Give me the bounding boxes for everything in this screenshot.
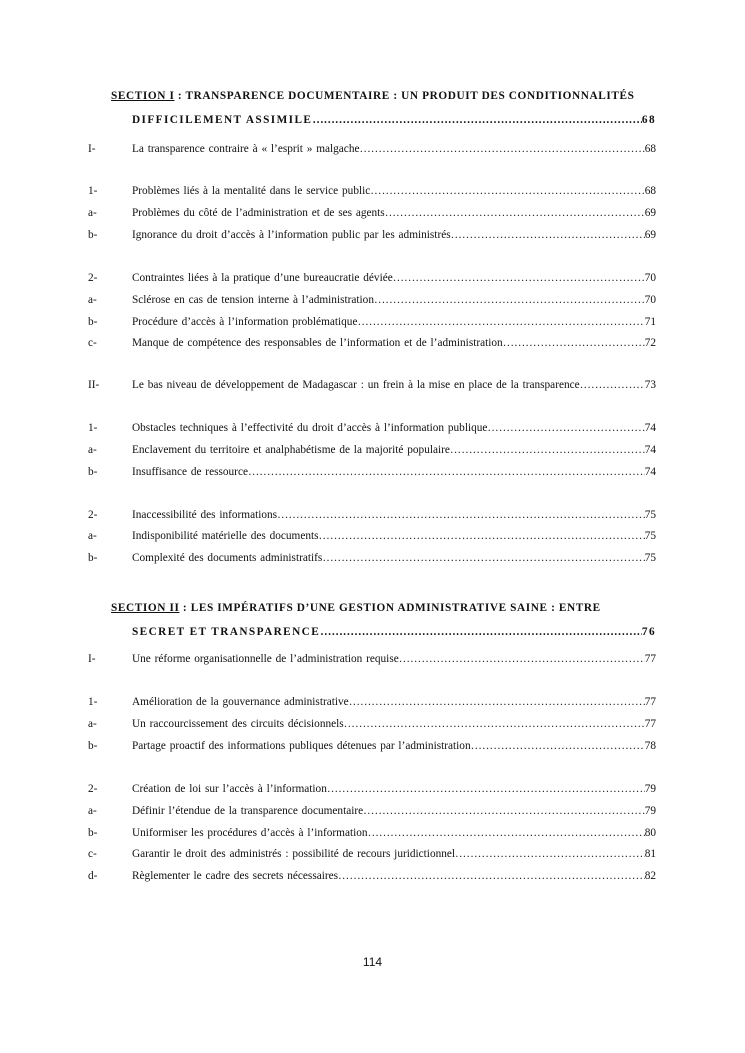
- section-1-title-line1: : TRANSPARENCE DOCUMENTAIRE : UN PRODUIT DES CONDITIONNALITÉS: [174, 90, 635, 102]
- leader-dots: [487, 420, 644, 436]
- entry-text: Règlementer le cadre des secrets nécessaires: [132, 870, 339, 882]
- leader-dots: [248, 464, 645, 480]
- entry-text: Contraintes liées à la pratique d’une bureaucratie déviée: [132, 272, 393, 284]
- toc-entry[interactable]: [88, 846, 656, 862]
- toc-entry[interactable]: [88, 825, 656, 841]
- section-1-label: SECTION I: [111, 90, 175, 102]
- entry-number: b-: [88, 552, 98, 564]
- entry-number: 2-: [88, 509, 98, 521]
- toc-entry[interactable]: [88, 442, 656, 458]
- leader-dots: [393, 270, 645, 286]
- leader-dots: [349, 694, 645, 710]
- entry-page: 75: [644, 552, 656, 564]
- entry-text: Le bas niveau de développement de Madagascar : un frein à la mise en place de la transparence: [132, 379, 580, 391]
- leader-dots: [580, 377, 645, 393]
- entry-text: Complexité des documents administratifs: [132, 552, 323, 564]
- toc-entry[interactable]: [88, 550, 656, 566]
- entry-number: 2-: [88, 272, 98, 284]
- leader-dots: [338, 868, 645, 884]
- entry-number: a-: [88, 444, 97, 456]
- leader-dots: [360, 141, 645, 157]
- entry-text: Définir l’étendue de la transparence documentaire: [132, 805, 364, 817]
- entry-text: Manque de compétence des responsables de l’information et de l’administration: [132, 337, 503, 349]
- leader-dots: [312, 108, 642, 132]
- entry-page: 71: [644, 316, 656, 328]
- section-2-title-line2: SECRET ET TRANSPARENCE: [132, 626, 321, 638]
- leader-dots: [471, 738, 645, 754]
- leader-dots: [357, 314, 644, 330]
- toc-entry[interactable]: [88, 716, 656, 732]
- section-2-label: SECTION II: [111, 602, 180, 614]
- entry-number: b-: [88, 827, 98, 839]
- entry-text: La transparence contraire à « l’esprit » malgache: [132, 143, 360, 155]
- toc-entry[interactable]: [88, 651, 656, 667]
- entry-number: d-: [88, 870, 98, 882]
- entry-page: 79: [644, 805, 656, 817]
- entry-text: Problèmes liés à la mentalité dans le service public: [132, 185, 371, 197]
- section-1-page: 68: [641, 114, 656, 126]
- toc-entry[interactable]: [88, 227, 656, 243]
- leader-dots: [370, 183, 644, 199]
- entry-text: Amélioration de la gouvernance administrative: [132, 696, 349, 708]
- leader-dots: [344, 716, 645, 732]
- entry-number: b-: [88, 466, 98, 478]
- entry-page: 68: [644, 185, 656, 197]
- entry-text: Un raccourcissement des circuits décisionnels: [132, 718, 344, 730]
- entry-number: 1-: [88, 696, 98, 708]
- toc-entry[interactable]: [88, 183, 656, 199]
- entry-number: 1-: [88, 422, 98, 434]
- entry-page: 80: [644, 827, 656, 839]
- page-number: 114: [362, 955, 383, 969]
- entry-text: Ignorance du droit d’accès à l’information public par les administrés: [132, 229, 451, 241]
- entry-page: 77: [644, 718, 656, 730]
- entry-number: 2-: [88, 783, 98, 795]
- entry-page: 69: [644, 229, 656, 241]
- entry-page: 73: [644, 379, 656, 391]
- section-1-heading[interactable]: [111, 84, 656, 132]
- entry-text: Garantir le droit des administrés : possibilité de recours juridictionnel: [132, 848, 456, 860]
- entry-page: 74: [644, 422, 656, 434]
- toc-entry[interactable]: [88, 738, 656, 754]
- entry-number: I-: [88, 143, 96, 155]
- entry-text: Obstacles techniques à l’effectivité du droit d’accès à l’information publique: [132, 422, 488, 434]
- entry-page: 79: [644, 783, 656, 795]
- leader-dots: [368, 825, 645, 841]
- toc-entry[interactable]: [88, 335, 656, 351]
- toc-entry[interactable]: [88, 205, 656, 221]
- entry-text: Création de loi sur l’accès à l’information: [132, 783, 327, 795]
- entry-text: Problèmes du côté de l’administration et de ses agents: [132, 207, 385, 219]
- leader-dots: [503, 335, 645, 351]
- entry-text: Insuffisance de ressource: [132, 466, 248, 478]
- leader-dots: [450, 442, 645, 458]
- leader-dots: [455, 846, 645, 862]
- leader-dots: [363, 803, 645, 819]
- entry-page: 74: [644, 444, 656, 456]
- toc-entry[interactable]: [88, 781, 656, 797]
- entry-number: b-: [88, 316, 98, 328]
- entry-number: a-: [88, 294, 97, 306]
- toc-entry[interactable]: [88, 377, 656, 393]
- entry-number: a-: [88, 718, 97, 730]
- leader-dots: [374, 292, 645, 308]
- section-2-title-line1: : LES IMPÉRATIFS D’UNE GESTION ADMINISTRATIVE SAINE : ENTRE: [179, 602, 601, 614]
- toc-entry[interactable]: [88, 803, 656, 819]
- entry-number: b-: [88, 740, 98, 752]
- toc-entry[interactable]: [88, 420, 656, 436]
- section-1-title-line2: DIFFICILEMENT ASSIMILE: [132, 114, 313, 126]
- leader-dots: [385, 205, 645, 221]
- entry-text: Enclavement du territoire et analphabétisme de la majorité populaire: [132, 444, 450, 456]
- entry-number: II-: [88, 379, 100, 391]
- entry-number: 1-: [88, 185, 98, 197]
- entry-page: 75: [644, 509, 656, 521]
- leader-dots: [327, 781, 645, 797]
- toc-entry[interactable]: [88, 694, 656, 710]
- toc-entry[interactable]: [88, 141, 656, 157]
- entry-number: c-: [88, 337, 97, 349]
- leader-dots: [277, 507, 645, 523]
- toc-entry[interactable]: [88, 464, 656, 480]
- entry-page: 70: [644, 272, 656, 284]
- entry-text: Sclérose en cas de tension interne à l’administration: [132, 294, 374, 306]
- entry-page: 77: [644, 653, 656, 665]
- entry-text: Partage proactif des informations publiques détenues par l’administration: [132, 740, 471, 752]
- entry-page: 81: [644, 848, 656, 860]
- section-2-heading[interactable]: [111, 596, 656, 644]
- entry-page: 69: [644, 207, 656, 219]
- entry-number: a-: [88, 207, 97, 219]
- section-2-page: 76: [641, 626, 656, 638]
- toc-entry[interactable]: [88, 528, 656, 544]
- entry-number: b-: [88, 229, 98, 241]
- toc-entry[interactable]: [88, 507, 656, 523]
- toc-entry[interactable]: [88, 270, 656, 286]
- entry-text: Inaccessibilité des informations: [132, 509, 278, 521]
- toc-entry[interactable]: [88, 868, 656, 884]
- leader-dots: [322, 550, 644, 566]
- entry-number: a-: [88, 805, 97, 817]
- entry-number: a-: [88, 530, 97, 542]
- entry-page: 72: [644, 337, 656, 349]
- entry-page: 74: [644, 466, 656, 478]
- entry-page: 82: [644, 870, 656, 882]
- entry-text: Indisponibilité matérielle des documents: [132, 530, 319, 542]
- entry-page: 68: [644, 143, 656, 155]
- entry-text: Procédure d’accès à l’information problématique: [132, 316, 358, 328]
- entry-number: I-: [88, 653, 96, 665]
- entry-page: 70: [644, 294, 656, 306]
- leader-dots: [451, 227, 645, 243]
- toc-entry[interactable]: [88, 314, 656, 330]
- entry-text: Une réforme organisationnelle de l’administration requise: [132, 653, 399, 665]
- entry-page: 75: [644, 530, 656, 542]
- entry-number: c-: [88, 848, 97, 860]
- leader-dots: [399, 651, 645, 667]
- leader-dots: [320, 620, 642, 644]
- entry-page: 77: [644, 696, 656, 708]
- entry-text: Uniformiser les procédures d’accès à l’information: [132, 827, 368, 839]
- entry-page: 78: [644, 740, 656, 752]
- leader-dots: [319, 528, 645, 544]
- toc-entry[interactable]: [88, 292, 656, 308]
